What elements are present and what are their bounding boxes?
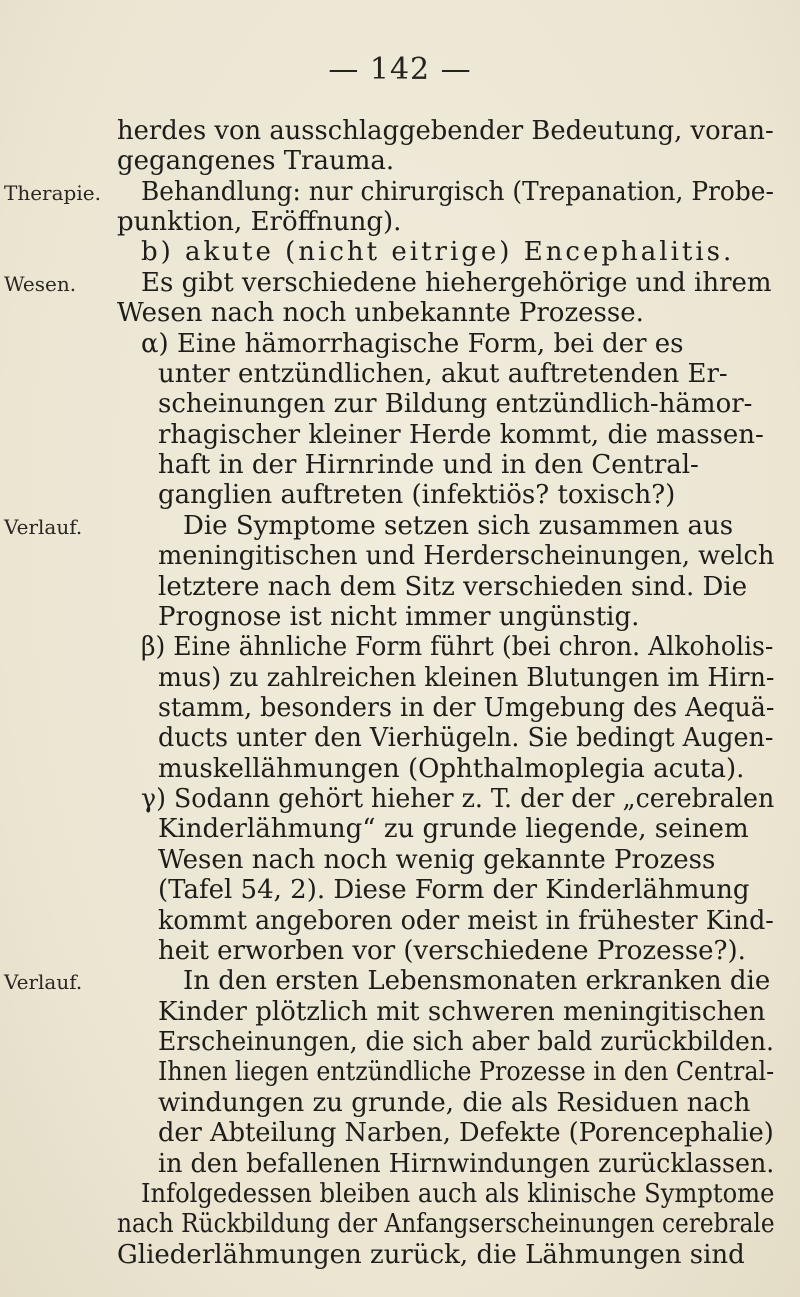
- text-line: Wesen nach noch wenig gekannte Prozess: [158, 845, 716, 875]
- text-line: muskellähmungen (Ophthalmoplegia acuta).: [158, 754, 745, 784]
- text-line: meningitischen und Herderscheinungen, welch: [158, 541, 775, 571]
- text-line: Kinder plötzlich mit schweren meningitischen: [158, 997, 766, 1027]
- text-line: Es gibt verschiedene hiehergehörige und ihrem: [141, 268, 772, 298]
- text-line: Ihnen liegen entzündliche Prozesse in den Central-: [158, 1057, 775, 1087]
- page-number: — 142 —: [328, 52, 472, 87]
- margin-note-verlauf-1: Verlauf.: [4, 515, 83, 539]
- text-line: α) Eine hämorrhagische Form, bei der es: [141, 329, 684, 359]
- text-line: unter entzündlichen, akut auftretenden Er-: [158, 359, 728, 389]
- text-line: der Abteilung Narben, Defekte (Porencephalie): [158, 1118, 774, 1148]
- text-line: Infolgedessen bleiben auch als klinische Symptome: [141, 1179, 775, 1209]
- text-line: In den ersten Lebensmonaten erkranken die: [183, 966, 771, 996]
- text-line: Gliederlähmungen zurück, die Lähmungen sind: [117, 1240, 745, 1270]
- text-line: windungen zu grunde, die als Residuen nach: [158, 1088, 751, 1118]
- text-line: gegangenes Trauma.: [117, 146, 395, 176]
- text-line: Behandlung: nur chirurgisch (Trepanation, Probe-: [141, 177, 774, 207]
- text-line: ducts unter den Vierhügeln. Sie bedingt Augen-: [158, 723, 774, 753]
- margin-note-verlauf-2: Verlauf.: [4, 970, 83, 994]
- text-line: herdes von ausschlaggebender Bedeutung, voran-: [117, 116, 774, 146]
- text-line: rhagischer kleiner Herde kommt, die massen-: [158, 420, 764, 450]
- text-line: kommt angeboren oder meist in frühester Kind-: [158, 906, 774, 936]
- text-line: Kinderlähmung“ zu grunde liegende, seinem: [158, 814, 749, 844]
- text-line: Wesen nach noch unbekannte Prozesse.: [117, 298, 644, 328]
- text-line: Die Symptome setzen sich zusammen aus: [183, 511, 734, 541]
- text-line: mus) zu zahlreichen kleinen Blutungen im Hirn-: [158, 663, 775, 693]
- text-line: in den befallenen Hirnwindungen zurücklassen.: [158, 1149, 775, 1179]
- text-line: stamm, besonders in der Umgebung des Aequä-: [158, 693, 775, 723]
- margin-note-wesen: Wesen.: [4, 272, 77, 296]
- text-line: heit erworben vor (verschiedene Prozesse?).: [158, 936, 746, 966]
- text-line: b) akute (nicht eitrige) Encephalitis.: [141, 237, 735, 267]
- text-line: ganglien auftreten (infektiös? toxisch?): [158, 480, 676, 510]
- text-line: punktion, Eröffnung).: [117, 207, 402, 237]
- text-line: γ) Sodann gehört hieher z. T. der der „cerebralen: [141, 784, 775, 814]
- text-line: Erscheinungen, die sich aber bald zurückbilden.: [158, 1027, 774, 1057]
- text-line: Prognose ist nicht immer ungünstig.: [158, 602, 640, 632]
- text-line: haft in der Hirnrinde und in den Central-: [158, 450, 699, 480]
- text-line: (Tafel 54, 2). Diese Form der Kinderlähmung: [158, 875, 750, 905]
- text-line: scheinungen zur Bildung entzündlich-hämor-: [158, 389, 753, 419]
- margin-note-therapie: Therapie.: [4, 181, 101, 205]
- text-line: letztere nach dem Sitz verschieden sind. Die: [158, 572, 748, 602]
- text-line: β) Eine ähnliche Form führt (bei chron. Alkoholis-: [141, 632, 774, 662]
- text-line: nach Rückbildung der Anfangserscheinungen cerebrale: [117, 1209, 775, 1239]
